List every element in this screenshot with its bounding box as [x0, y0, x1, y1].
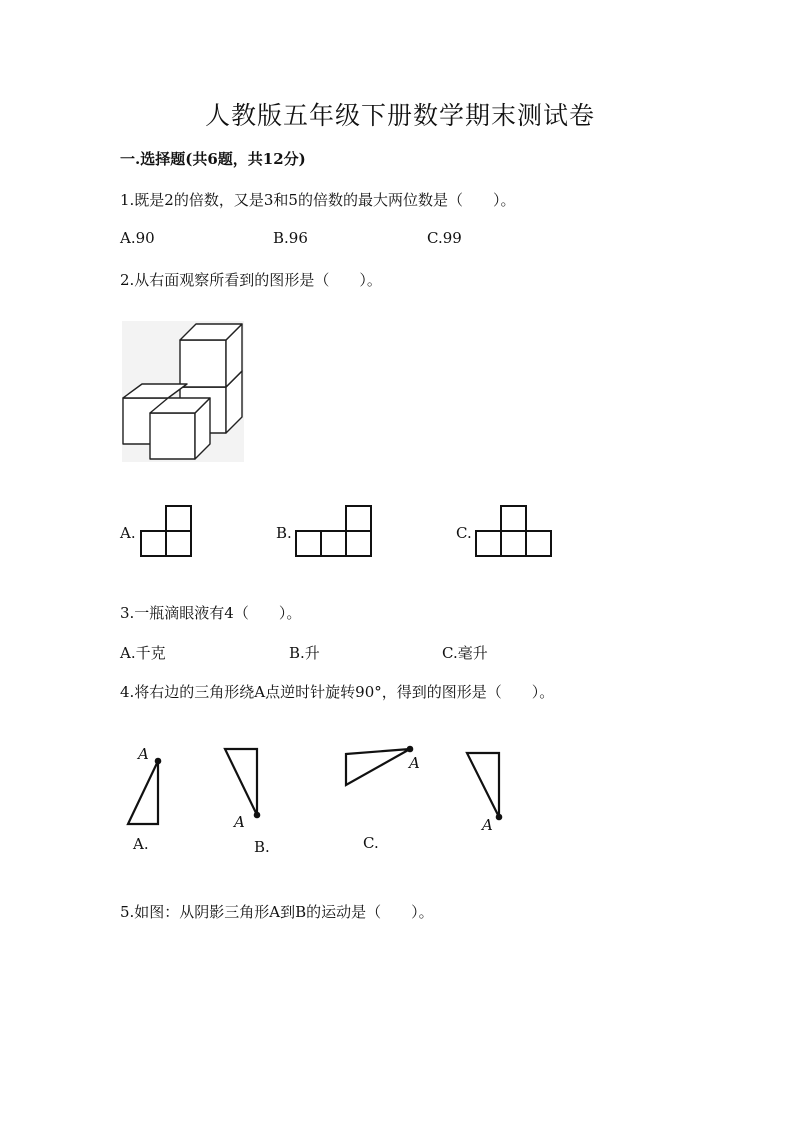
question-2-option-b: B.: [276, 524, 292, 542]
question-4-option-b: B.: [254, 838, 270, 856]
question-4-text: 4.将右边的三角形绕A点逆时针旋转90°，得到的图形是（ ）。: [120, 683, 555, 701]
question-2-option-a: A.: [120, 524, 136, 542]
vertex-c-point: [407, 746, 414, 753]
question-3-option-c: C.毫升: [442, 644, 488, 662]
view-c-figure: [474, 505, 554, 557]
question-1-option-a: A.90: [120, 229, 155, 247]
vertex-label-b: A: [234, 813, 245, 831]
question-3-text: 3.一瓶滴眼液有4（ ）。: [120, 604, 302, 622]
section-heading: 一.选择题(共6题，共12分): [120, 150, 306, 168]
question-1-option-b: B.96: [273, 229, 308, 247]
vertex-d-point: [496, 814, 503, 821]
view-b-figure: [294, 505, 374, 557]
question-1-option-c: C.99: [427, 229, 462, 247]
cube-stack-figure: [122, 321, 244, 462]
question-3-option-b: B.升: [289, 644, 320, 662]
question-1-text: 1.既是2的倍数，又是3和5的倍数的最大两位数是（ ）。: [120, 191, 516, 209]
question-2-text: 2.从右面观察所看到的图形是（ ）。: [120, 271, 382, 289]
vertex-a-point: [155, 758, 162, 765]
vertex-label-a: A: [138, 745, 149, 763]
question-4-option-a: A.: [133, 835, 149, 853]
page-title: 人教版五年级下册数学期末测试卷: [204, 101, 595, 130]
vertex-label-c: A: [409, 754, 420, 772]
vertex-b-point: [254, 812, 261, 819]
vertex-label-d: A: [482, 816, 493, 834]
question-4-option-c: C.: [363, 834, 379, 852]
question-3-option-a: A.千克: [120, 644, 166, 662]
question-2-option-c: C.: [456, 524, 472, 542]
question-5-text: 5.如图：从阴影三角形A到B的运动是（ ）。: [120, 903, 434, 921]
view-a-figure: [139, 505, 193, 557]
rotated-triangles-figure: [120, 738, 520, 858]
